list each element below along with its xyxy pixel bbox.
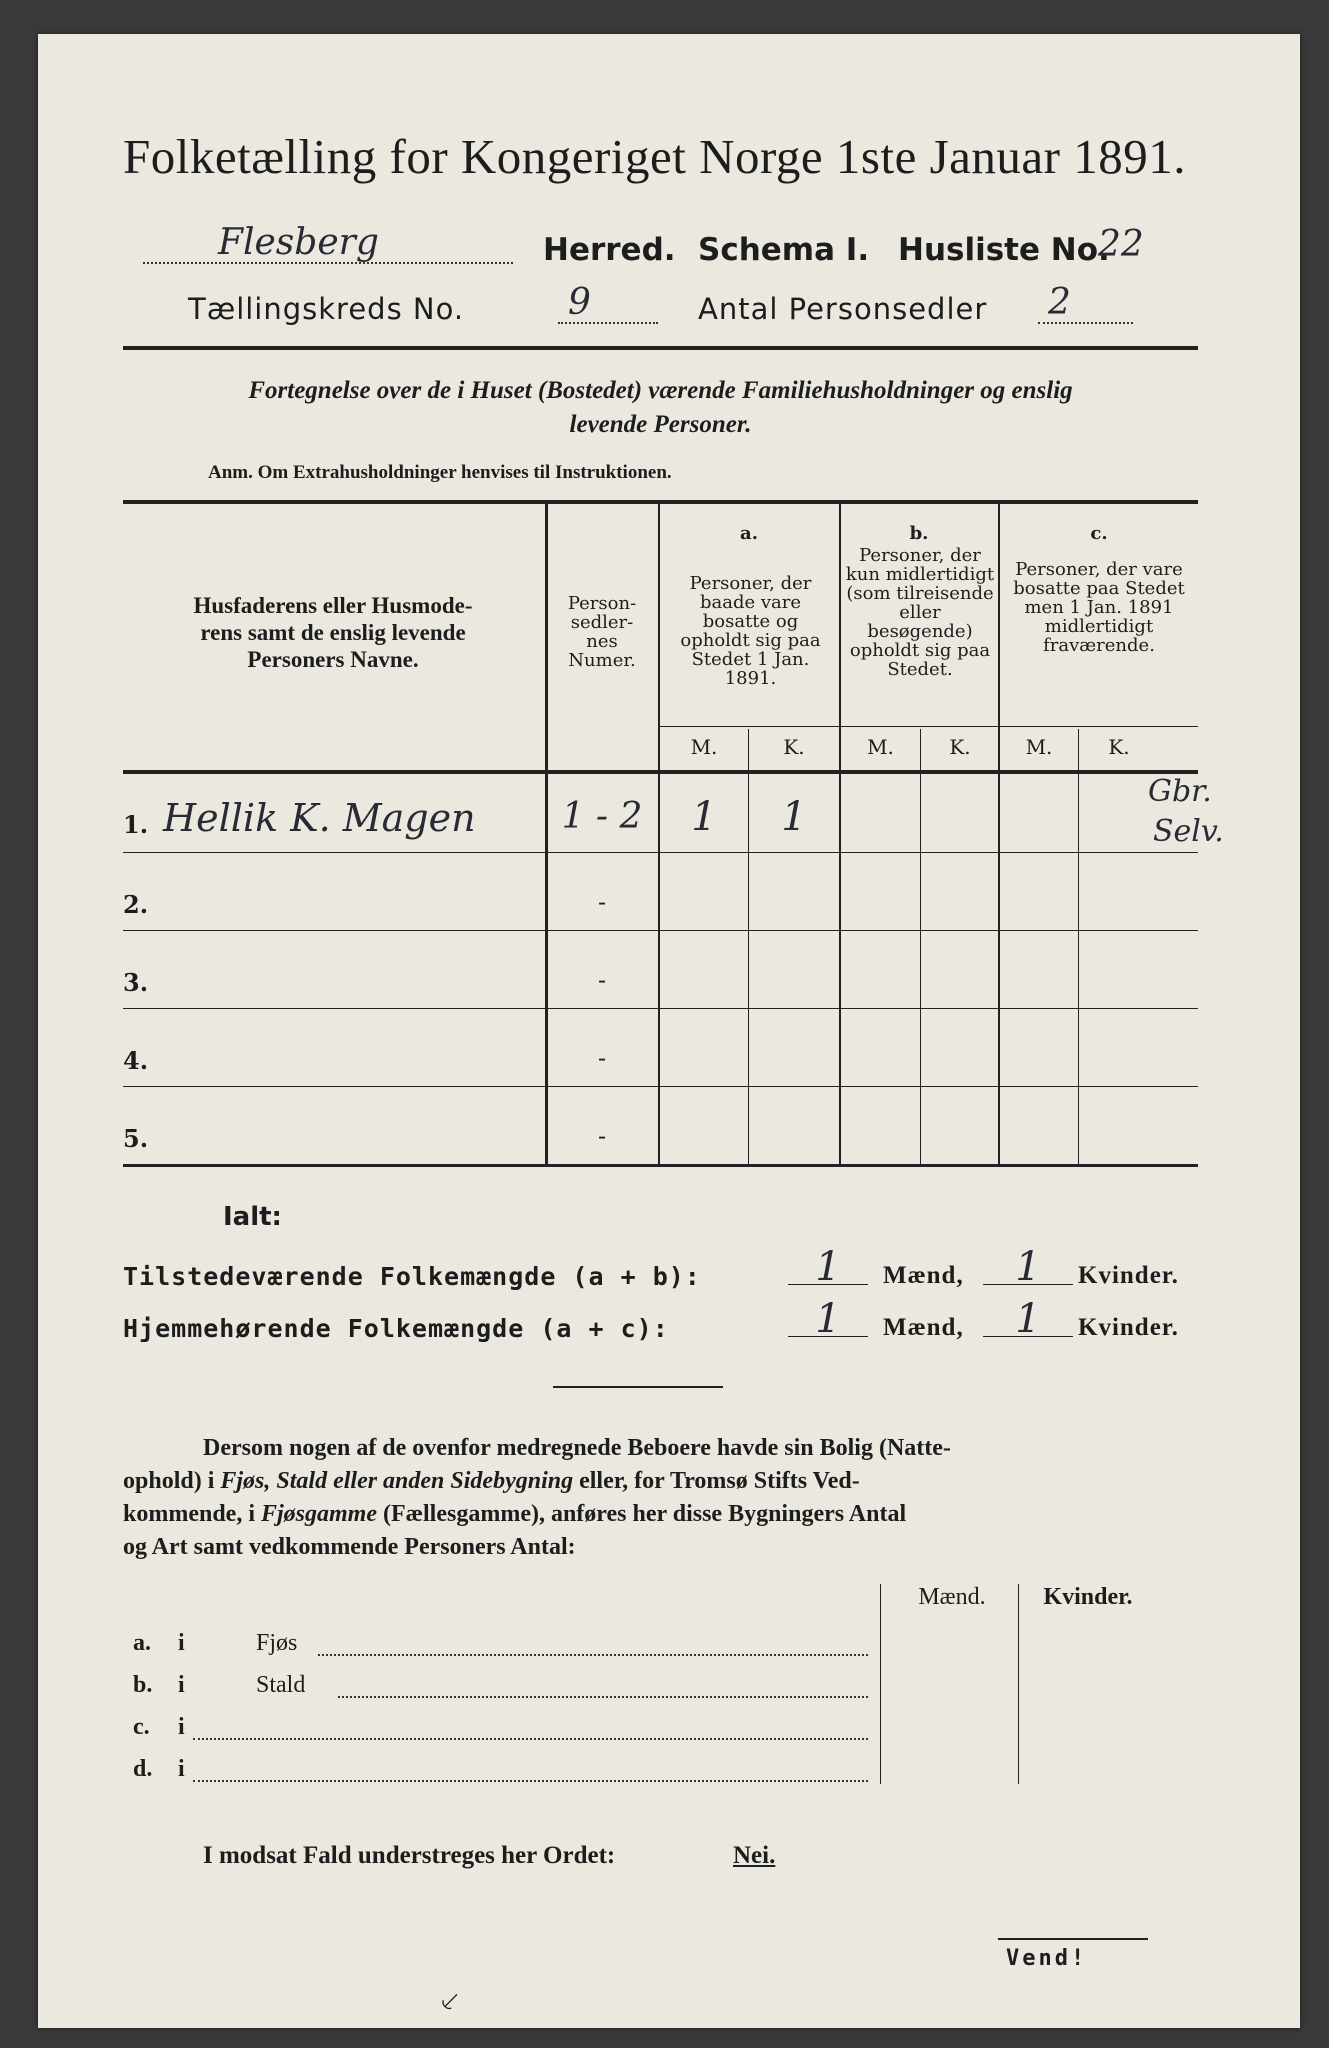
kreds-value: 9 xyxy=(568,282,591,323)
col-c-k: K. xyxy=(1108,735,1130,759)
tilstede-kvinder: Kvinder. xyxy=(1078,1262,1179,1289)
row-2-sedler: - xyxy=(597,888,607,916)
col-num-l1: Person- xyxy=(567,593,637,614)
col-b-k: K. xyxy=(949,735,971,759)
row-3-rule xyxy=(123,1008,1198,1009)
header-rule xyxy=(123,346,1198,350)
husliste-value: 22 xyxy=(1098,224,1144,265)
item-b-i: i xyxy=(178,1672,185,1698)
row-2-num: 2. xyxy=(123,890,149,919)
para-l3a: kommende, i xyxy=(123,1501,261,1527)
row-5-sedler: - xyxy=(597,1122,607,1150)
hjemme-label: Hjemmehørende Folkemængde (a + c): xyxy=(123,1314,669,1343)
bottom-kvinder-head: Kvinder. xyxy=(1043,1584,1133,1610)
hjemme-m-line xyxy=(788,1336,868,1337)
item-b-letter: b. xyxy=(133,1672,153,1698)
bottom-maend-head: Mænd. xyxy=(918,1584,986,1610)
row-2-rule xyxy=(123,930,1198,931)
row-1-rule xyxy=(123,852,1198,853)
kreds-label: Tællingskreds No. xyxy=(188,292,465,326)
col-num-l3: nes xyxy=(586,631,618,652)
hjemme-k-value: 1 xyxy=(1015,1296,1041,1342)
modsat-text: I modsat Fald understreges her Ordet: xyxy=(203,1842,616,1869)
col-c-text: Personer, der vare bosatte paa Stedet men 1 Jan. 1891 midlertidigt fraværende. xyxy=(1013,559,1185,656)
item-b-label: Stald xyxy=(256,1672,306,1698)
tilstede-k-line xyxy=(983,1284,1073,1285)
schema-label: Schema I. xyxy=(698,232,870,268)
item-d-i: i xyxy=(178,1756,185,1782)
col-a-m: M. xyxy=(690,735,718,759)
para-l2a: ophold) i xyxy=(123,1468,221,1494)
intro-line2: levende Personer. xyxy=(569,411,752,438)
table-header-rule xyxy=(123,770,1198,774)
margin-note-2: Selv. xyxy=(1153,814,1224,849)
item-a-letter: a. xyxy=(133,1630,151,1656)
row-3-sedler: - xyxy=(597,966,607,994)
row-1-a-k: 1 xyxy=(781,794,807,840)
col-num-header xyxy=(548,594,656,670)
item-a-dots xyxy=(318,1654,868,1656)
pencil-mark-icon: ⸔ xyxy=(438,1984,461,2019)
table-bottom-rule xyxy=(123,1164,1198,1167)
row-1-num: 1. xyxy=(123,810,149,839)
col-num-l2: sedler- xyxy=(570,612,634,633)
item-c-letter: c. xyxy=(133,1714,150,1740)
vend-label: Vend! xyxy=(1006,1946,1088,1971)
col-name-l2: rens samt de enslig levende xyxy=(200,620,466,645)
col-name-header xyxy=(133,592,533,673)
para-line-3 xyxy=(123,1498,1203,1531)
col-num-l4: Numer. xyxy=(568,650,636,671)
col-c-m: M. xyxy=(1025,735,1053,759)
tilstede-label: Tilstedeværende Folkemængde (a + b): xyxy=(123,1262,701,1291)
margin-note-1: Gbr. xyxy=(1148,774,1212,809)
col-sep-a-mk xyxy=(748,729,749,1164)
tilstede-m-value: 1 xyxy=(815,1244,841,1290)
section-divider xyxy=(553,1386,723,1388)
bottom-col-sep-1 xyxy=(880,1584,881,1784)
form-title: Folketælling for Kongeriget Norge 1ste Januar 1891. xyxy=(123,129,1186,184)
row-4-num: 4. xyxy=(123,1046,149,1075)
col-sep-c-mk xyxy=(1078,729,1079,1164)
herred-label: Herred. xyxy=(543,232,676,268)
col-b-m: M. xyxy=(867,735,894,759)
row-1-sedler: 1 - 2 xyxy=(561,796,643,837)
item-d-dots xyxy=(193,1780,868,1782)
para-l2c: eller, for Tromsø Stifts Ved- xyxy=(573,1468,860,1494)
mk-rule xyxy=(658,726,1198,727)
row-4-rule xyxy=(123,1086,1198,1087)
tilstede-m-line xyxy=(788,1284,868,1285)
col-a-k: K. xyxy=(783,735,805,759)
vend-rule xyxy=(998,1938,1148,1940)
col-sep-a xyxy=(839,504,841,1164)
item-c-dots xyxy=(193,1738,868,1740)
hjemme-m-value: 1 xyxy=(815,1296,841,1342)
herred-value: Flesberg xyxy=(218,222,379,263)
col-c-head: c. xyxy=(1090,523,1108,544)
table-top-rule xyxy=(123,500,1198,504)
para-line-2 xyxy=(123,1465,1203,1498)
row-1-name: Hellik K. Magen xyxy=(163,796,476,840)
col-b-text: Personer, der kun midlertidigt (som tilreisende eller besøgende) opholdt sig paa Stedet. xyxy=(845,545,995,680)
antal-value: 2 xyxy=(1048,282,1071,323)
col-b-head: b. xyxy=(909,523,929,544)
row-5-num: 5. xyxy=(123,1124,149,1153)
col-a-head: a. xyxy=(740,523,758,544)
intro-line1: Fortegnelse over de i Huset (Bostedet) værende Familiehusholdninger og enslig xyxy=(248,377,1073,404)
hjemme-maend: Mænd, xyxy=(883,1314,964,1341)
hjemme-kvinder: Kvinder. xyxy=(1078,1314,1179,1341)
tilstede-maend: Mænd, xyxy=(883,1262,964,1289)
antal-label: Antal Personsedler xyxy=(698,292,988,326)
row-3-num: 3. xyxy=(123,968,149,997)
para-line-4: og Art samt vedkommende Personers Antal: xyxy=(123,1534,576,1560)
para-l2b: Fjøs, Stald eller anden Sidebygning xyxy=(220,1468,574,1494)
para-l3c: (Fællesgamme), anføres her disse Bygningers Antal xyxy=(377,1501,907,1527)
row-1-a-m: 1 xyxy=(691,794,717,840)
anm-note: Anm. Om Extrahusholdninger henvises til Instruktionen. xyxy=(208,462,672,483)
tilstede-k-value: 1 xyxy=(1015,1244,1041,1290)
bottom-col-sep-2 xyxy=(1018,1584,1019,1784)
col-sep-b xyxy=(998,504,1000,1164)
para-line-1: Dersom nogen af de ovenfor medregnede Beboere havde sin Bolig (Natte- xyxy=(203,1435,951,1461)
husliste-label: Husliste No. xyxy=(898,232,1110,268)
row-4-sedler: - xyxy=(597,1044,607,1072)
item-a-i: i xyxy=(178,1630,185,1656)
census-form-page xyxy=(38,34,1300,2028)
hjemme-k-line xyxy=(983,1336,1073,1337)
para-l3b: Fjøsgamme xyxy=(261,1501,378,1527)
item-c-i: i xyxy=(178,1714,185,1740)
col-name-l1: Husfaderens eller Husmode- xyxy=(193,593,473,618)
col-sep-b-mk xyxy=(920,729,921,1164)
nei-word: Nei. xyxy=(733,1842,776,1869)
bygning-paragraph xyxy=(123,1432,1203,1564)
item-a-label: Fjøs xyxy=(256,1630,298,1656)
intro-text xyxy=(123,374,1198,442)
item-b-dots xyxy=(338,1696,868,1698)
col-name-l3: Personers Navne. xyxy=(247,647,419,672)
col-a-text: Personer, der baade vare bosatte og opholdt sig paa Stedet 1 Jan. 1891. xyxy=(680,573,821,689)
ialt-label: Ialt: xyxy=(223,1202,282,1232)
item-d-letter: d. xyxy=(133,1756,153,1782)
